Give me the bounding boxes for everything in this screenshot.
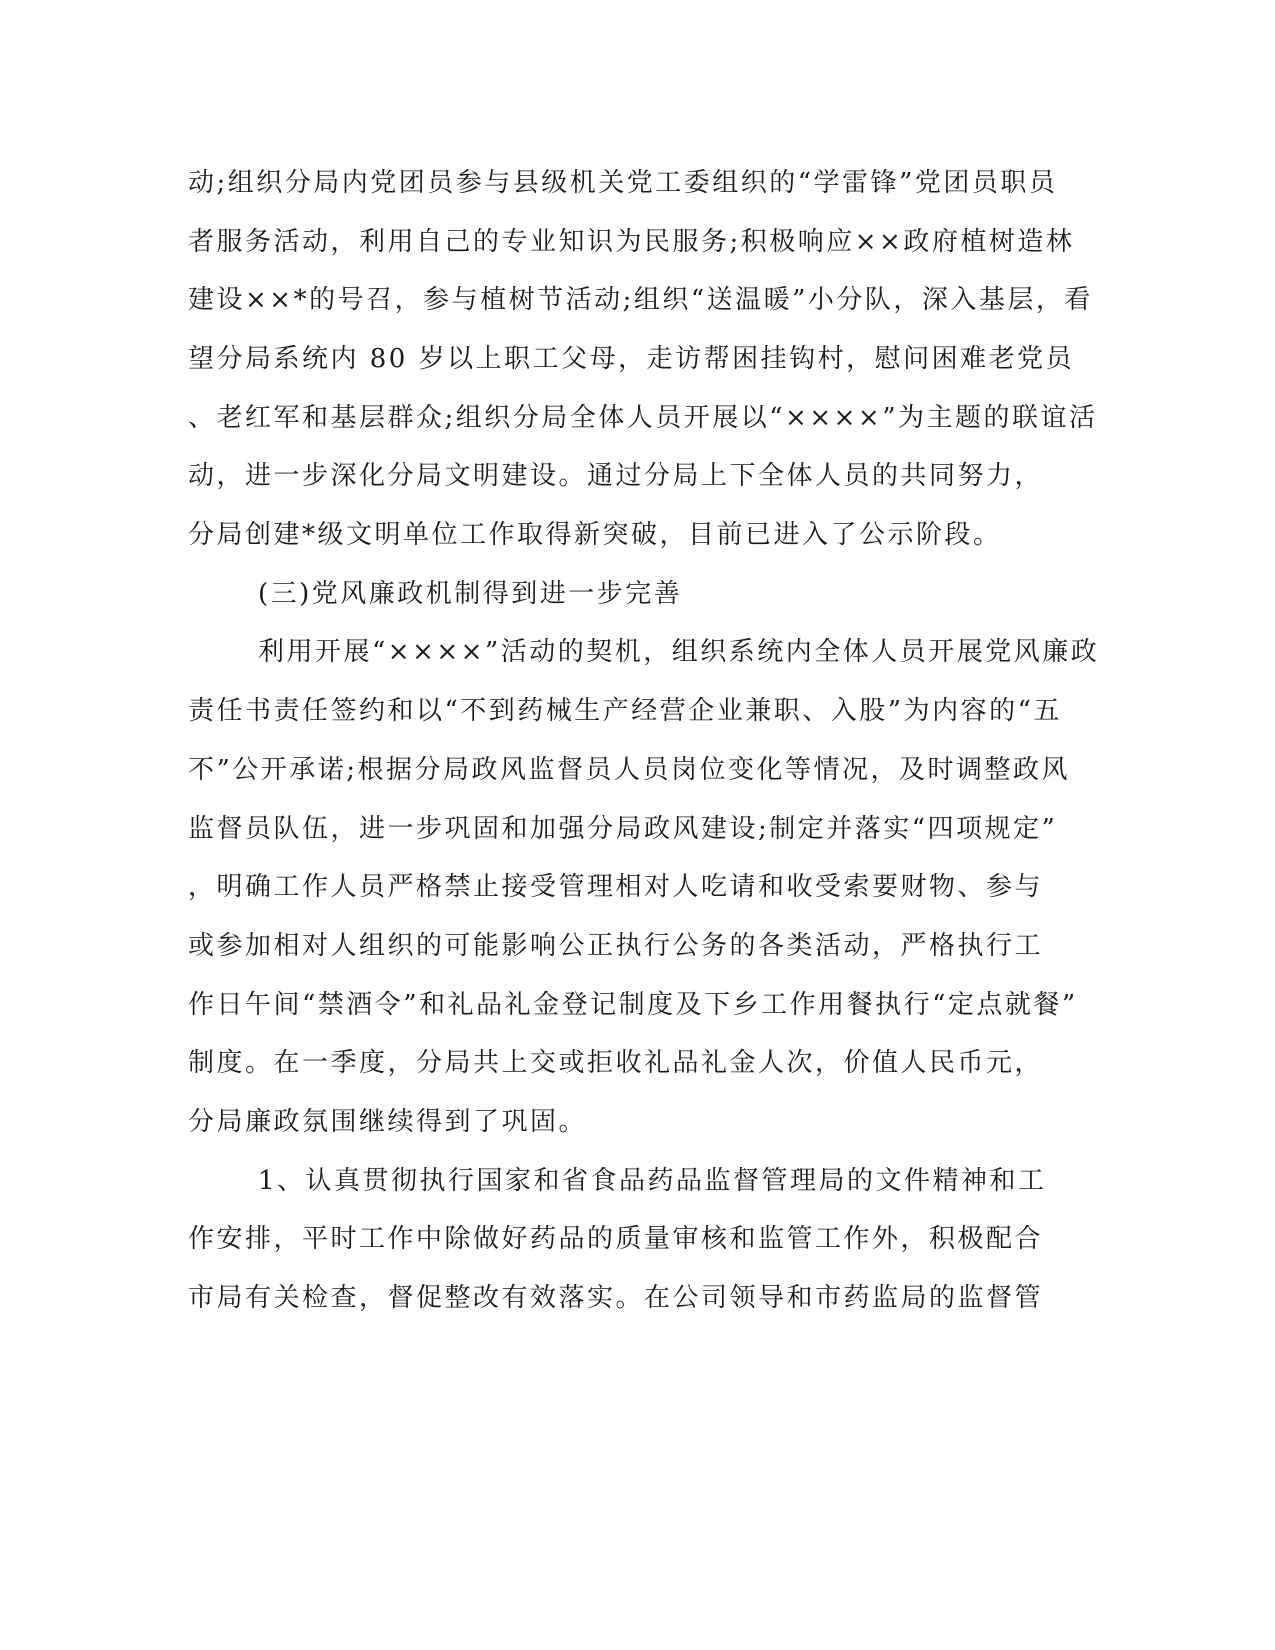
text-line: 、老红军和基层群众;组织分局全体人员开展以“××××”为主题的联谊活 [188,403,1098,433]
text-line: 动，进一步深化分局文明建设。通过分局上下全体人员的共同努力， [188,461,1044,491]
text-line: 责任书责任签约和以“不到药械生产经营企业兼职、入股”为内容的“五 [188,696,1062,726]
text-line: 1、认真贯彻执行国家和省食品药品监督管理局的文件精神和工 [258,1166,1047,1196]
text-line: 利用开展“××××”活动的契机，组织系统内全体人员开展党风廉政 [258,637,1100,667]
text-line: 作安排，平时工作中除做好药品的质量审核和监管工作外，积极配合 [188,1224,1044,1254]
text-line: 者服务活动，利用自己的专业知识为民服务;积极响应××政府植树造林 [188,227,1075,257]
text-line: 动;组织分局内党团员参与县级机关党工委组织的“学雷锋”党团员职员 [188,168,1058,198]
text-line: 不”公开承诺;根据分局政风监督员人员岗位变化等情况，及时调整政风 [188,755,1071,785]
text-line: 市局有关检查，督促整改有效落实。在公司领导和市药监局的监督管 [188,1283,1044,1313]
section-heading: (三)党风廉政机制得到进一步完善 [258,579,683,609]
text-line: ，明确工作人员严格禁止接受管理相对人吃请和收受索要财物、参与 [188,872,1044,902]
text-line: 制度。在一季度，分局共上交或拒收礼品礼金人次，价值人民币元， [188,1048,1044,1078]
text-line: 望分局系统内 80 岁以上职工父母，走访帮困挂钩村，慰问困难老党员 [188,344,1075,374]
text-line: 建设××*的号召，参与植树节活动;组织“送温暖”小分队，深入基层，看 [188,285,1093,315]
text-line: 作日午间“禁酒令”和礼品礼金登记制度及下乡工作用餐执行“定点就餐” [188,990,1078,1020]
text-line: 分局创建*级文明单位工作取得新突破，目前已进入了公示阶段。 [188,520,1002,550]
text-line: 或参加相对人组织的可能影响公正执行公务的各类活动，严格执行工 [188,931,1044,961]
text-line: 监督员队伍，进一步巩固和加强分局政风建设;制定并落实“四项规定” [188,814,1058,844]
text-line: 分局廉政氛围继续得到了巩固。 [188,1107,588,1137]
